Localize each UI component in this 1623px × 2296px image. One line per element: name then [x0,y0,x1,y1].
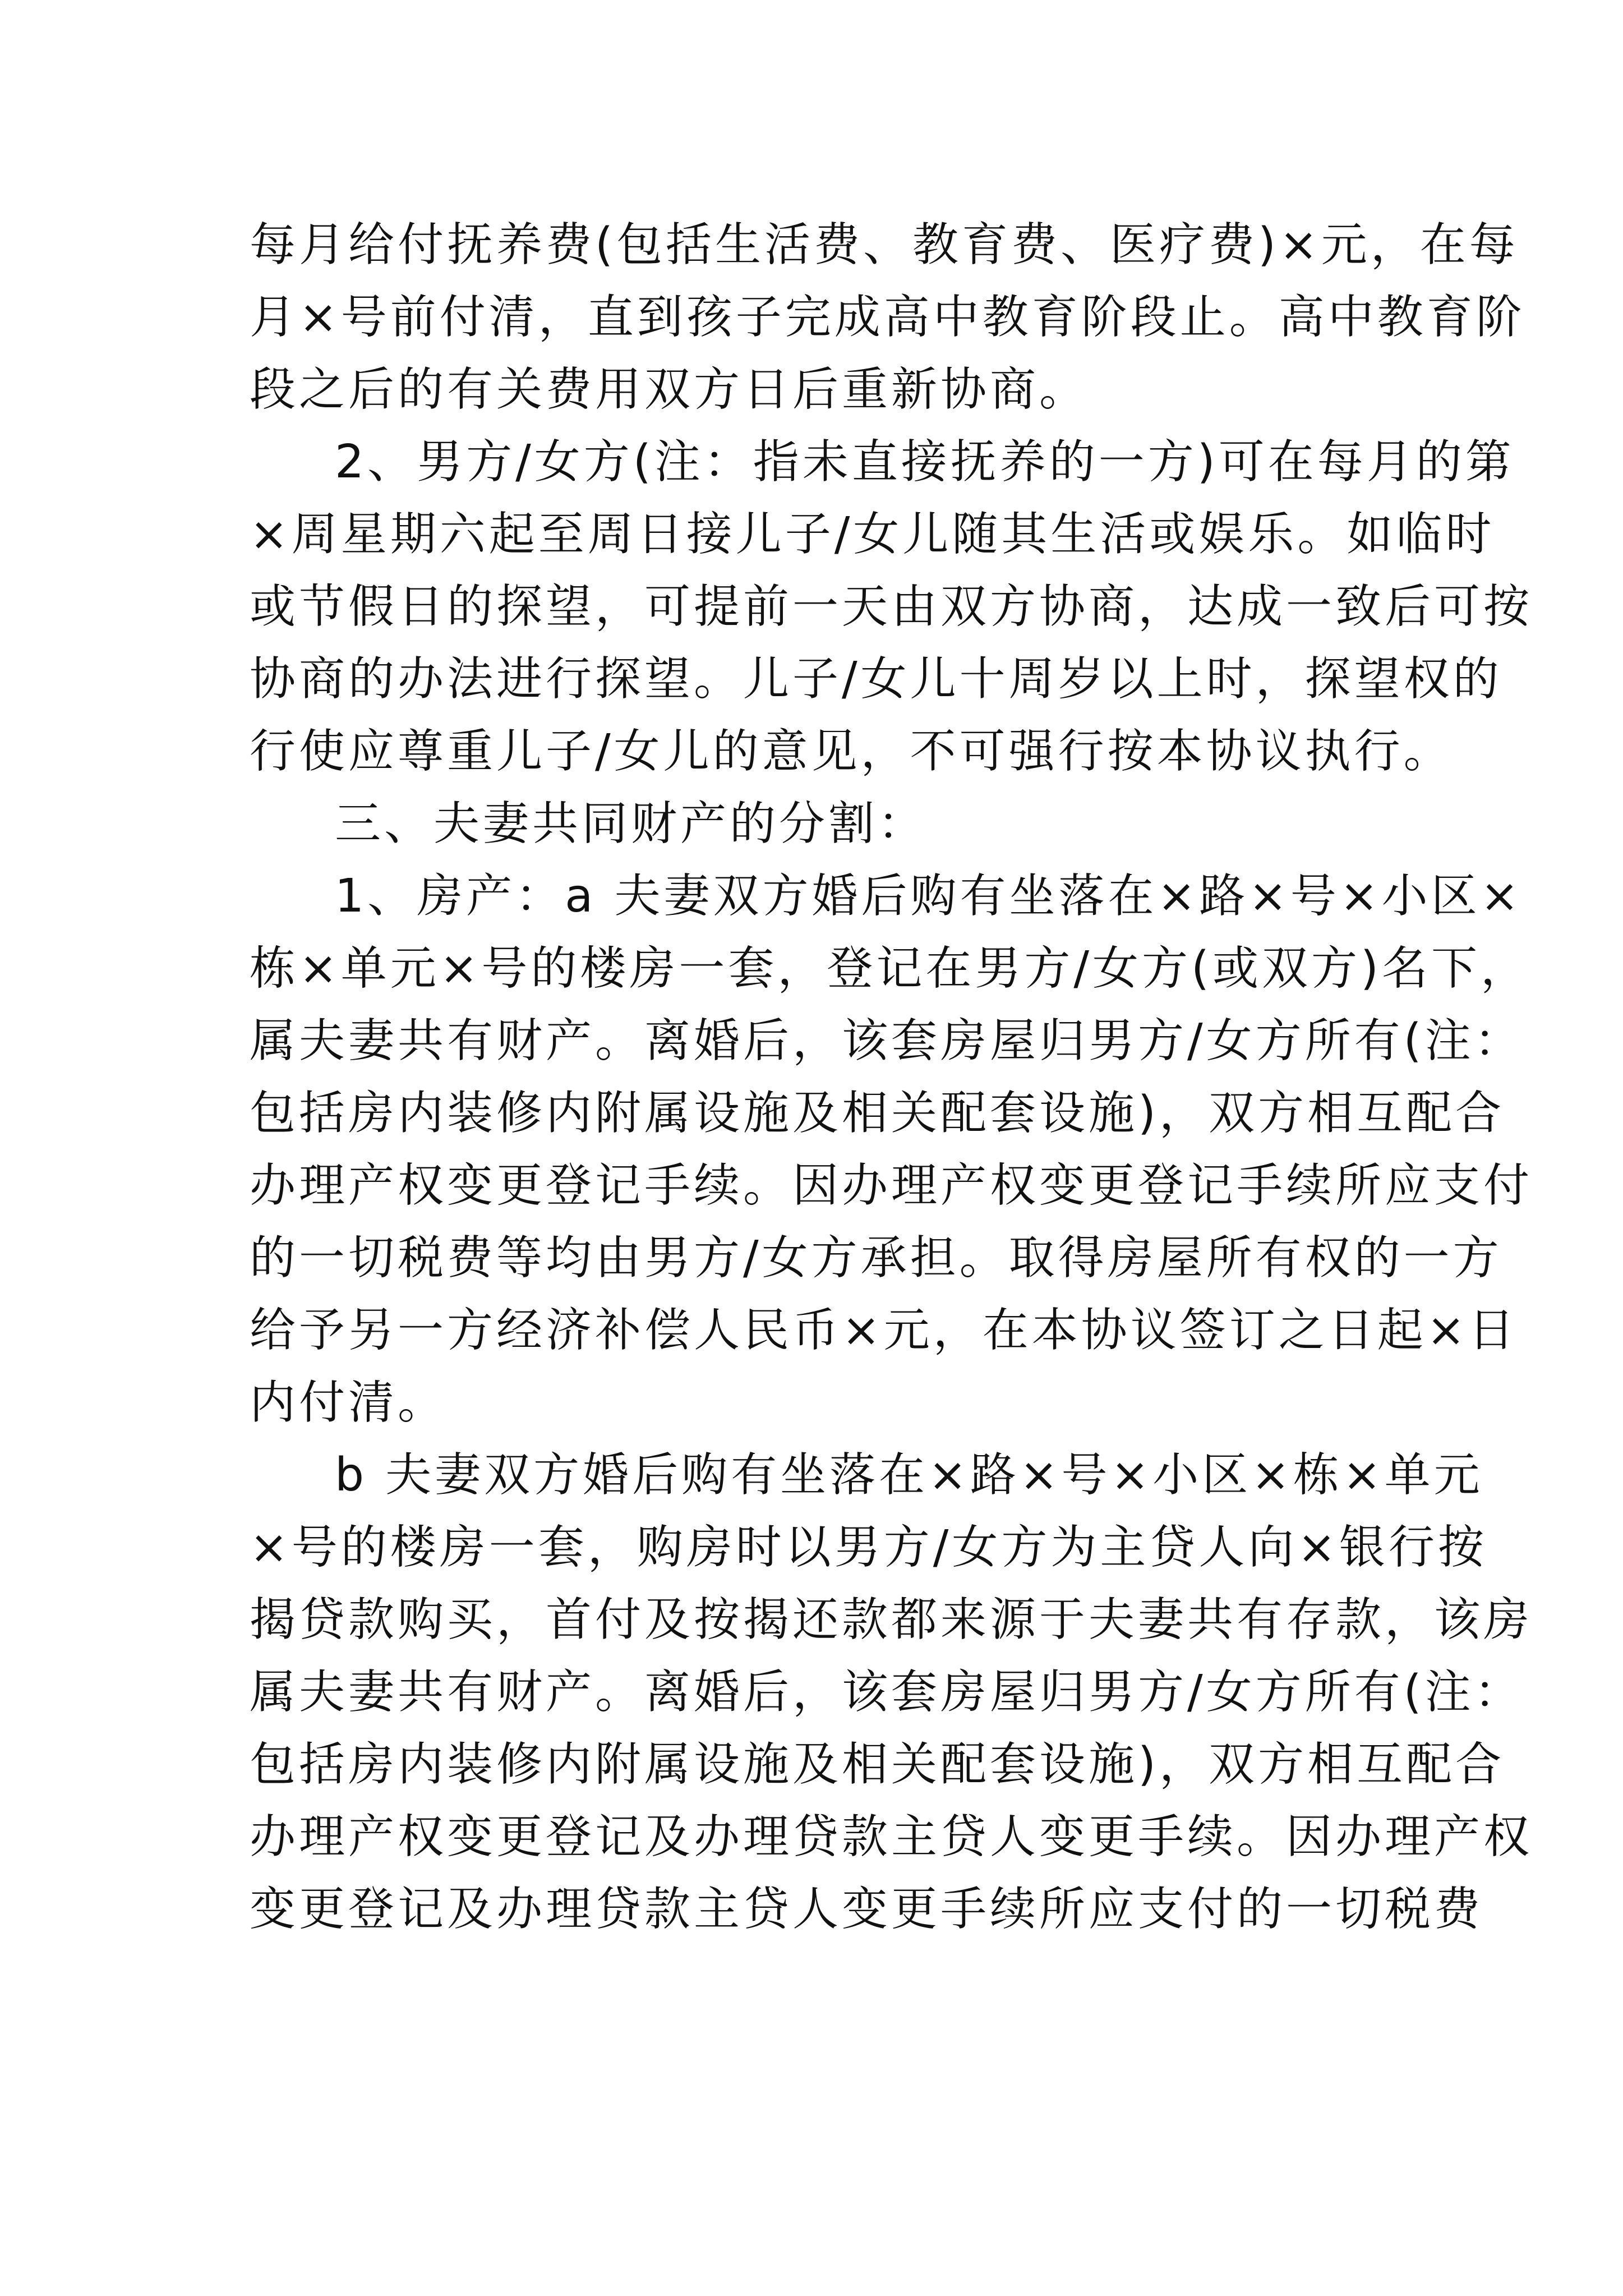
text-line: 行使应尊重儿子/女儿的意见，不可强行按本协议执行。 [250,725,1453,778]
section-heading: 三、夫妻共同财产的分割： [335,797,928,850]
text-line: 栋×单元×号的楼房一套，登记在男方/女方(或双方)名下， [250,942,1530,995]
text-line: 包括房内装修内附属设施及相关配套设施)，双方相互配合 [250,1738,1505,1791]
text-line: 或节假日的探望，可提前一天由双方协商，达成一致后可按 [250,580,1533,633]
text-line: 给予另一方经济补偿人民币×元，在本协议签订之日起×日 [250,1304,1518,1357]
text-line: 的一切税费等均由男方/女方承担。取得房屋所有权的一方 [250,1231,1502,1285]
text-line: 月×号前付清，直到孩子完成高中教育阶段止。高中教育阶 [250,291,1525,344]
text-line: 2、男方/女方(注：指未直接抚养的一方)可在每月的第 [335,435,1515,489]
text-line: 办理产权变更登记手续。因办理产权变更登记手续所应支付 [250,1159,1533,1212]
text-line: 包括房内装修内附属设施及相关配套设施)，双方相互配合 [250,1087,1505,1140]
text-line: 揭贷款购买，首付及按揭还款都来源于夫妻共有存款，该房 [250,1593,1533,1646]
text-line: 协商的办法进行探望。儿子/女儿十周岁以上时，探望权的 [250,652,1502,706]
text-line: ×周星期六起至周日接儿子/女儿随其生活或娱乐。如临时 [250,508,1495,561]
text-line: 段之后的有关费用双方日后重新协商。 [250,363,1089,416]
text-line: 变更登记及办理贷款主贷人变更手续所应支付的一切税费 [250,1883,1484,1936]
text-line: 1、房产：a 夫妻双方婚后购有坐落在×路×号×小区× [335,869,1523,923]
text-line: 每月给付抚养费(包括生活费、教育费、医疗费)×元，在每 [250,218,1519,272]
text-line: 办理产权变更登记及办理贷款主贷人变更手续。因办理产权 [250,1810,1533,1864]
text-line: ×号的楼房一套，购房时以男方/女方为主贷人向×银行按 [250,1521,1488,1574]
document-body [250,209,1533,1945]
text-line: 属夫妻共有财产。离婚后，该套房屋归男方/女方所有(注： [250,1014,1524,1068]
text-line: 属夫妻共有财产。离婚后，该套房屋归男方/女方所有(注： [250,1665,1524,1719]
text-line: b 夫妻双方婚后购有坐落在×路×号×小区×栋×单元 [335,1448,1483,1502]
text-line: 内付清。 [250,1376,448,1429]
